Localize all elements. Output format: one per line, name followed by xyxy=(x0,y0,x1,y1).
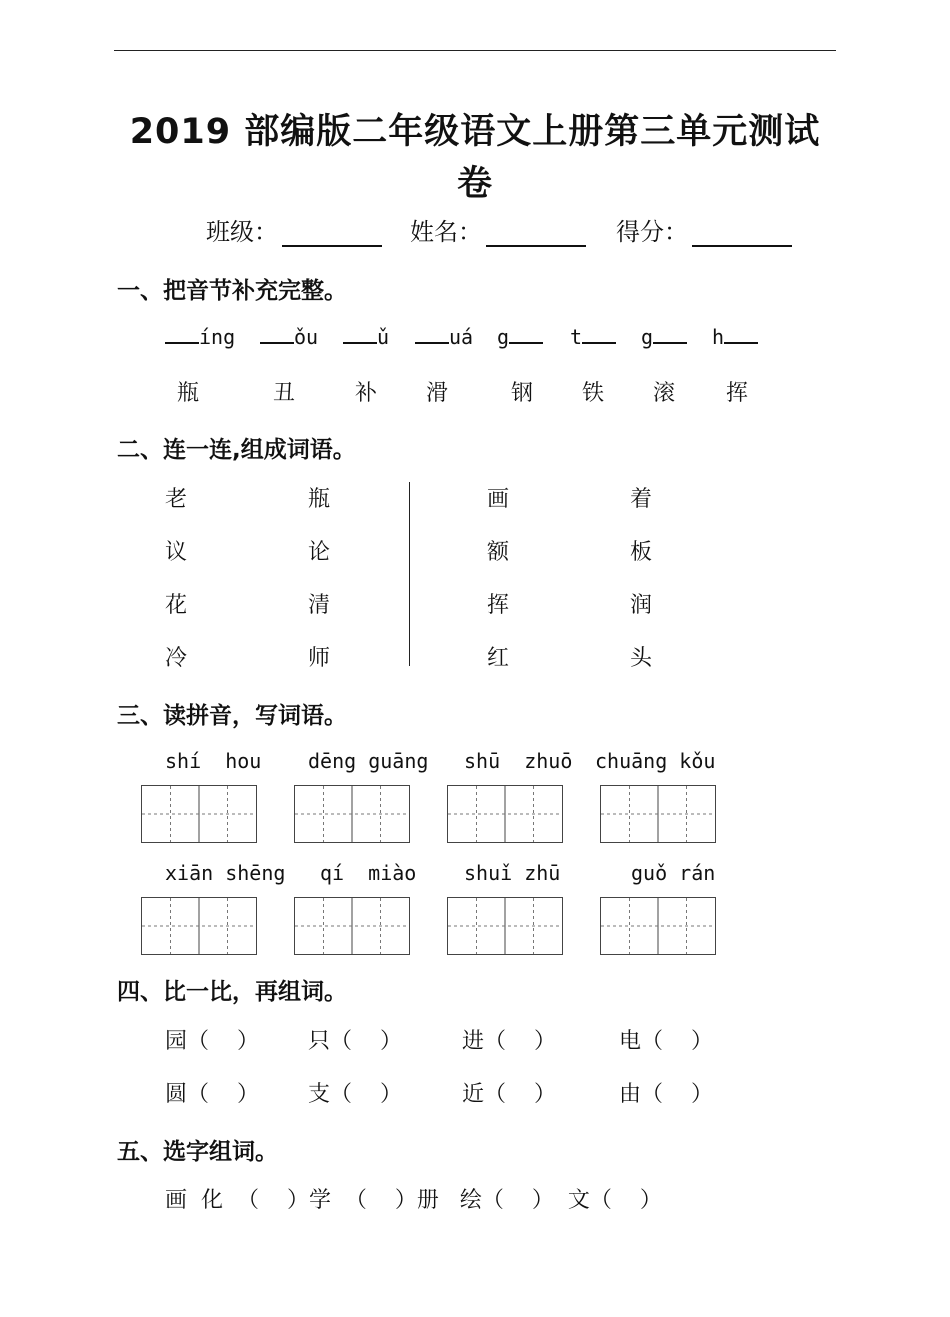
hanzi-char: 滚 xyxy=(653,381,676,406)
syllable-head: h xyxy=(712,325,725,349)
word-pair-item[interactable]: 支（ ） xyxy=(308,1082,402,1107)
hanzi-char: 钢 xyxy=(511,381,534,406)
syllable-blank[interactable] xyxy=(343,324,377,344)
syllable-blank[interactable] xyxy=(415,324,449,344)
syllable-blank[interactable] xyxy=(724,324,758,344)
hanzi-char: 挥 xyxy=(726,381,749,406)
hanzi-char: 瓶 xyxy=(177,381,200,406)
match-char[interactable]: 花 xyxy=(165,593,188,618)
class-blank[interactable] xyxy=(282,221,382,247)
word-pair-item[interactable]: 圆（ ） xyxy=(165,1082,259,1107)
match-char[interactable]: 清 xyxy=(308,593,331,618)
hanzi-char: 滑 xyxy=(426,381,449,406)
syllable-head: g xyxy=(497,325,510,349)
pinyin-label: dēng guāng xyxy=(308,749,429,773)
match-char[interactable]: 板 xyxy=(630,540,653,565)
section-1-heading: 一、把音节补充完整。 xyxy=(117,278,347,304)
match-char[interactable]: 论 xyxy=(308,540,331,565)
syllable-head: t xyxy=(570,325,583,349)
pinyin-label: shí hou xyxy=(165,749,262,773)
syllable-blank[interactable] xyxy=(653,324,687,344)
match-char[interactable]: 额 xyxy=(487,540,510,565)
word-pair-item[interactable]: 电（ ） xyxy=(619,1029,713,1054)
syllable-blank[interactable] xyxy=(582,324,616,344)
word-pair-item[interactable]: 园（ ） xyxy=(165,1029,259,1054)
name-blank[interactable] xyxy=(486,221,586,247)
divider-line xyxy=(409,482,410,666)
syllable-tail: ǒu xyxy=(294,325,319,349)
section-4-heading: 四、比一比，再组词。 xyxy=(117,979,347,1005)
writing-grid[interactable] xyxy=(600,897,716,955)
match-char[interactable]: 挥 xyxy=(487,593,510,618)
syllable-item[interactable] xyxy=(570,324,616,349)
writing-grid[interactable] xyxy=(141,785,257,843)
writing-grid[interactable] xyxy=(294,785,410,843)
pinyin-label: shū zhuō xyxy=(464,749,573,773)
section-3-heading: 三、读拼音，写词语。 xyxy=(117,703,347,729)
header-rule xyxy=(114,50,836,51)
hanzi-char: 补 xyxy=(355,381,378,406)
syllable-blank[interactable] xyxy=(509,324,543,344)
syllable-item[interactable] xyxy=(497,324,543,349)
writing-grid[interactable] xyxy=(447,785,563,843)
section-5-heading: 五、选字组词。 xyxy=(117,1139,278,1165)
pinyin-label: qí miào xyxy=(320,861,417,885)
syllable-item[interactable] xyxy=(165,324,235,349)
pinyin-label: xiān shēng xyxy=(165,861,286,885)
syllable-item[interactable] xyxy=(343,324,389,349)
syllable-tail: uá xyxy=(449,325,474,349)
word-pair-item[interactable]: 只（ ） xyxy=(308,1029,402,1054)
match-char[interactable]: 冷 xyxy=(165,646,188,671)
match-char[interactable]: 瓶 xyxy=(308,487,331,512)
score-field[interactable]: 得分： xyxy=(616,212,792,247)
match-char[interactable]: 老 xyxy=(165,487,188,512)
syllable-item[interactable] xyxy=(641,324,687,349)
writing-grid[interactable] xyxy=(600,785,716,843)
match-char[interactable]: 议 xyxy=(165,540,188,565)
syllable-blank[interactable] xyxy=(260,324,294,344)
writing-grid[interactable] xyxy=(447,897,563,955)
pinyin-label: chuāng kǒu xyxy=(595,749,716,773)
syllable-item[interactable] xyxy=(712,324,758,349)
writing-grid[interactable] xyxy=(141,897,257,955)
syllable-head: g xyxy=(641,325,654,349)
class-field[interactable]: 班级： xyxy=(206,212,382,247)
writing-grid[interactable] xyxy=(294,897,410,955)
syllable-blank[interactable] xyxy=(165,324,199,344)
syllable-tail: ǔ xyxy=(377,325,390,349)
match-char[interactable]: 师 xyxy=(308,646,331,671)
score-blank[interactable] xyxy=(692,221,792,247)
hanzi-char: 铁 xyxy=(582,381,605,406)
hanzi-char: 丑 xyxy=(273,381,296,406)
match-char[interactable]: 红 xyxy=(487,646,510,671)
match-char[interactable]: 头 xyxy=(630,646,653,671)
pinyin-label: shuǐ zhū xyxy=(464,861,561,885)
syllable-item[interactable] xyxy=(260,324,318,349)
match-char[interactable]: 着 xyxy=(630,487,653,512)
word-pair-item[interactable]: 进（ ） xyxy=(462,1029,556,1054)
page-title: 2019 部编版二年级语文上册第三单元测试 xyxy=(129,112,821,152)
word-pair-item[interactable]: 由（ ） xyxy=(619,1082,713,1107)
name-field[interactable]: 姓名： xyxy=(410,212,586,247)
word-pair-item[interactable]: 近（ ） xyxy=(462,1082,556,1107)
syllable-tail: íng xyxy=(199,325,236,349)
section-5-text: 画 化 （ ）学 （ ）册 绘（ ） 文（ ） xyxy=(165,1188,662,1213)
pinyin-label: guǒ rán xyxy=(631,861,716,885)
page-title-cont: 卷 xyxy=(456,164,493,204)
match-char[interactable]: 画 xyxy=(487,487,510,512)
section-2-heading: 二、连一连,组成词语。 xyxy=(117,437,356,463)
syllable-item[interactable] xyxy=(415,324,473,349)
match-char[interactable]: 润 xyxy=(630,593,653,618)
